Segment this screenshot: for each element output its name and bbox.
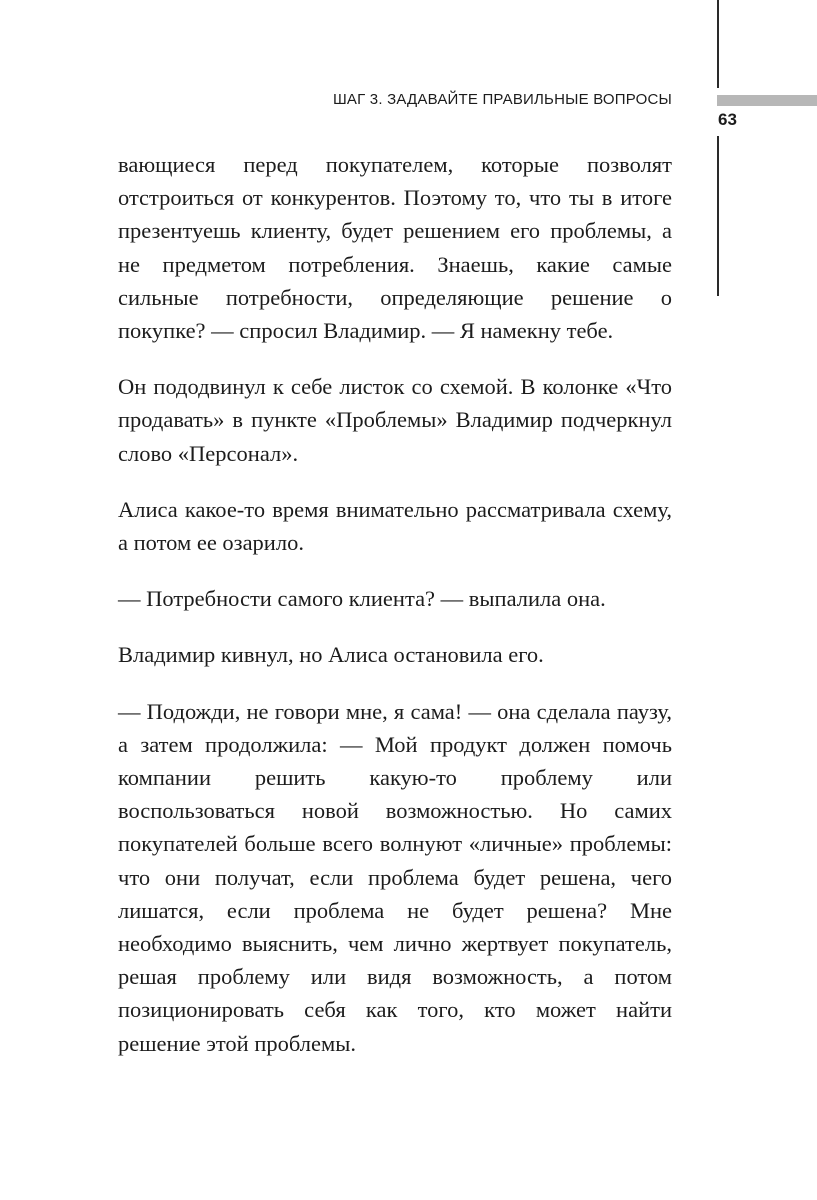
paragraph: Владимир кивнул, но Алиса остановила его.: [118, 642, 544, 668]
margin-band: [717, 95, 817, 106]
paragraph: вающиеся перед покупателем, которые позволят отстроиться от конкурентов. Поэтому то, что ты в итоге презентуешь клиенту, будет решением его проблемы, а не предметом потребления. Знаешь, какие самые сильные потребности, определяющие решение о покупке? — спросил Владимир. — Я намекну тебе.: [118, 152, 672, 344]
margin-rule-top: [717, 0, 719, 88]
paragraph: Алиса какое-то время внимательно рассматривала схему, а потом ее озарило.: [118, 496, 672, 556]
page-number: 63: [718, 110, 737, 129]
running-head: ШАГ 3. ЗАДАВАЙТЕ ПРАВИЛЬНЫЕ ВОПРОСЫ: [332, 91, 672, 108]
paragraph: Он пододвинул к себе листок со схемой. В колонке «Что продавать» в пункте «Проблемы» Владимир подчеркнул слово «Персонал».: [118, 374, 672, 466]
paragraph: — Потребности самого клиента? — выпалила она.: [118, 586, 606, 612]
margin-rule-bottom: [717, 136, 719, 296]
body-text: [118, 148, 672, 1060]
paragraph: — Подожди, не говори мне, я сама! — она сделала паузу, а затем продолжила: — Мой продукт должен помочь компании решить какую-то проблему или воспользоваться новой возможностью. Но самих покупателей больше всего волнуют «личные» проблемы: что они получат, если проблема будет решена, чего лишатся, если проблема не будет решена? Мне необходимо выяснить, чем лично жертвует покупатель, решая проблему или видя возможность, а потом позиционировать себя как того, кто может найти решение этой проблемы.: [118, 698, 672, 1056]
